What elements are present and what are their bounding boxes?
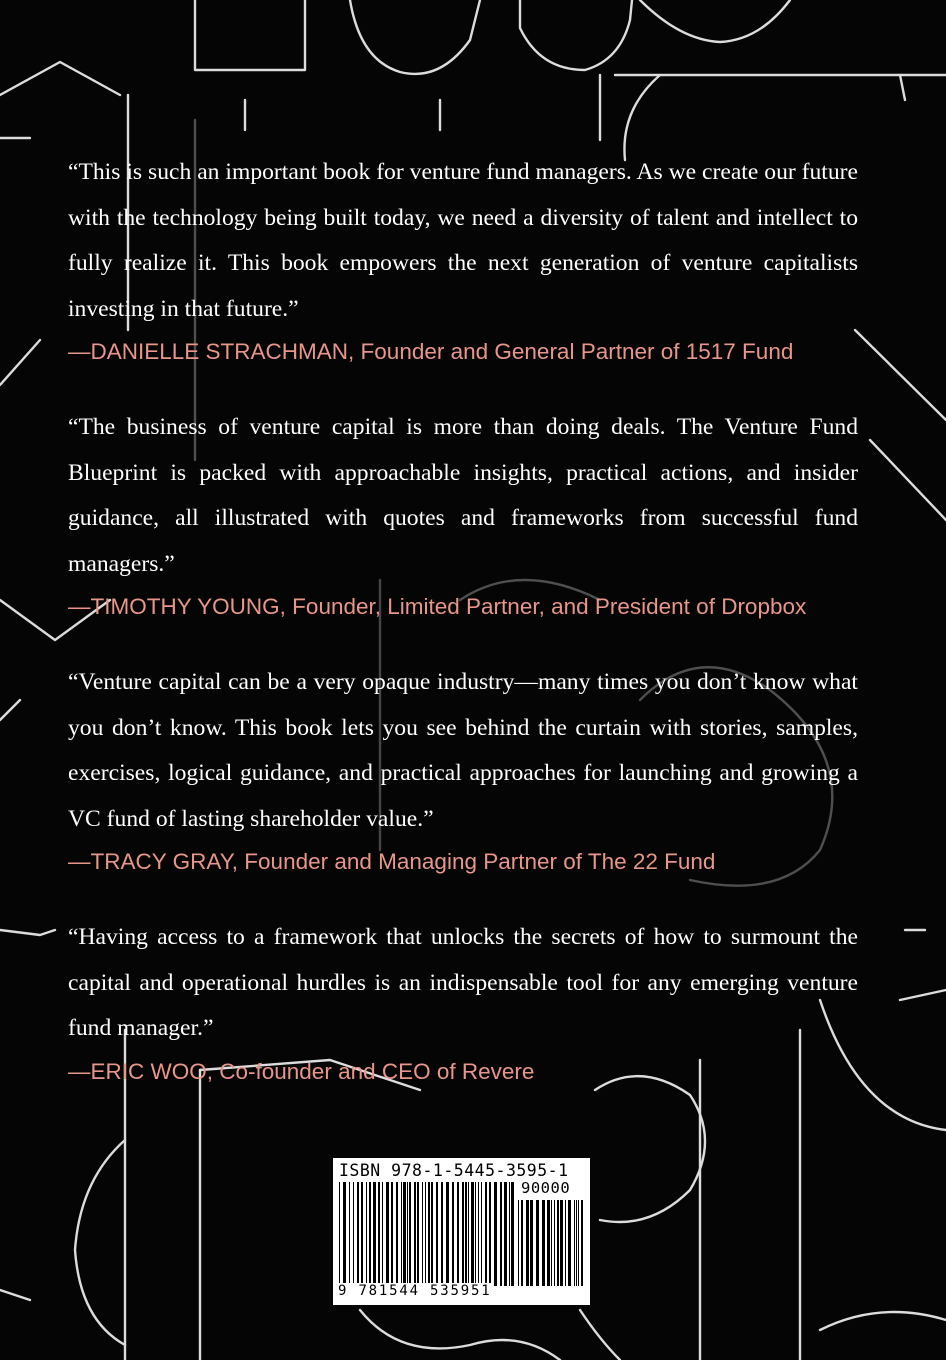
price-code: 90000 [521,1179,571,1197]
quote-text: “This is such an important book for venture fund managers. As we create our future with the technology being built today, we need a diversity of talent and intellect to fully realize it. This book empowers the next generation of venture capitalists investing in that future.” [68,159,858,322]
barcode-bar [542,1200,545,1286]
isbn-barcode [333,1158,590,1305]
barcode-bar [386,1182,389,1286]
barcode-bar [409,1182,411,1286]
barcode-bar [396,1182,398,1286]
isbn-label: ISBN 978-1-5445-3595-1 [339,1161,569,1180]
barcode-bar [509,1182,510,1286]
testimonials [68,150,858,1125]
barcode-bar [357,1182,359,1286]
barcode-bar [422,1182,423,1286]
barcode-bar [557,1200,559,1286]
price-barcode-bars [518,1200,584,1286]
barcode-bar [574,1200,575,1286]
barcode-bar [378,1182,380,1286]
barcode-bar [576,1200,577,1286]
barcode-bar [417,1182,419,1286]
barcode-bar [511,1182,514,1286]
quote-attribution: —TRACY GRAY, Founder and Managing Partner of The 22 Fund [68,849,716,874]
barcode-bar [494,1182,497,1286]
barcode-bar [518,1200,519,1286]
quote-attribution: —TIMOTHY YOUNG, Founder, Limited Partner, and President of Dropbox [68,594,807,619]
barcode-bar [500,1182,502,1286]
barcode-bar [526,1200,529,1286]
barcode-bar [369,1182,371,1286]
barcode-bar [452,1182,454,1286]
testimonial [68,915,858,1092]
barcode-bar [554,1200,555,1286]
barcode-bar [382,1182,383,1286]
ean-barcode-bars [339,1182,515,1286]
barcode-bar [407,1182,408,1286]
barcode-bar [349,1182,350,1286]
barcode-bar [446,1182,449,1286]
barcode-bar [465,1182,467,1286]
barcode-bar [462,1182,464,1286]
barcode-bar [471,1182,474,1286]
barcode-bar [565,1200,566,1286]
barcode-bar [436,1182,438,1286]
testimonial [68,405,858,627]
barcode-bar [578,1200,579,1286]
barcode-bar [581,1200,583,1286]
barcode-bar [485,1182,487,1286]
barcode-bar [343,1182,346,1286]
quote-attribution: —ERIC WOO, Co-founder and CEO of Revere [68,1058,535,1084]
barcode-bar [547,1200,550,1286]
barcode-bar [489,1182,491,1286]
barcode-bar [441,1182,443,1286]
barcode-bar [425,1182,426,1286]
quote-text: “The business of venture capital is more than doing deals. The Venture Fund Blueprint is packed with approachable insights, practical actions, and insider guidance, all illustrated with quotes and frameworks from successful fund managers.” [68,414,858,577]
barcode-bar [353,1182,354,1286]
barcode-bar [403,1182,406,1286]
barcode-bar [478,1182,479,1286]
barcode-bar [504,1182,507,1286]
barcode-bar [401,1182,402,1286]
barcode-bar [373,1182,376,1286]
testimonial [68,660,858,882]
barcode-bar [521,1200,523,1286]
barcode-bar [391,1182,393,1286]
barcode-bar [361,1182,363,1286]
quote-attribution: —DANIELLE STRACHMAN, Founder and General Partner of 1517 Fund [68,339,794,364]
barcode-bar [366,1182,367,1286]
quote-text: “Having access to a framework that unlocks the secrets of how to surmount the capital and operational hurdles is an indispensable tool for any emerging venture fund manager.” [68,924,858,1041]
quote-text: “Venture capital can be a very opaque industry—many times you don’t know what you don’t know. This book lets you see behind the curtain with stories, samples, exercises, logical guidance, and practical approaches for launching and growing a VC fund of lasting shareholder value.” [68,669,858,832]
barcode-bar [339,1182,340,1286]
barcode-bar [568,1200,571,1286]
barcode-bar [414,1182,416,1286]
barcode-bar [457,1182,459,1286]
barcode-bar [431,1182,433,1286]
barcode-bar [530,1200,533,1286]
barcode-bar [536,1200,539,1286]
barcode-bar [481,1182,482,1286]
ean-digits: 9 781544 535951 [338,1283,492,1299]
barcode-bar [551,1200,552,1286]
barcode-bar [428,1182,430,1286]
barcode-bar [468,1182,469,1286]
barcode-bar [475,1182,476,1286]
testimonial [68,150,858,372]
barcode-bar [560,1200,563,1286]
